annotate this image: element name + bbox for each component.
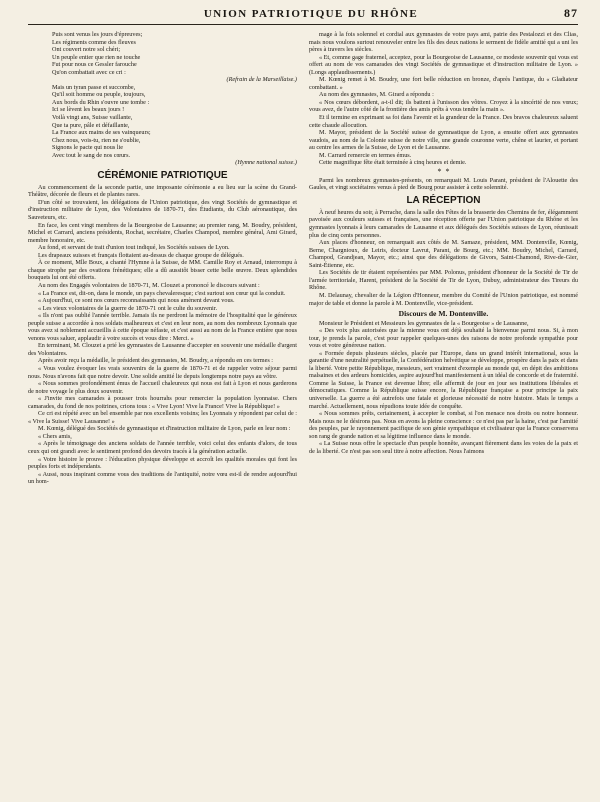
body-paragraph: Au nom des gymnastes, M. Girard a répondu :	[319, 91, 434, 99]
body-paragraph: Et il termine en exprimant sa foi dans l'avenir et la grandeur de la France. Des bravos chaleureux saluent cette chaude allocution.	[309, 114, 578, 129]
body-paragraph: « Aussi, nous inspirant comme vous des traditions de l'antiquité, notre vœu est-il de rendre aujourd'hui un hom-	[28, 470, 297, 486]
body-paragraph: Aux places d'honneur, on remarquait aux côtés de M. Samaze, président, MM. Dontenville, Kœnig, Berne, Chargnioux, de Leiris, docteur Lavrut, Parant, de Bourg, etc.; MM. Boudry, Michel, Carrard, Champod, Grandjean, Mayor, etc.; ainsi que des délégations de Givors, Saint-Chamond, Rive-de-Gier, Saint-Étienne, etc.	[309, 239, 578, 269]
poem-verse: Ont couvert notre sol chéri;	[52, 46, 121, 54]
running-header	[28, 6, 578, 25]
body-paragraph: Ce cri est répété avec un bel ensemble par nos excellents voisins; les Lyonnais y répondent par celui de : « Vive la Suisse! Vive Lausanne! »	[28, 410, 297, 425]
poem-stanza	[28, 31, 297, 76]
body-paragraph: Parmi les nombreux gymnastes-présents, on remarquait M. Louis Parant, président de l'Alouette des Gaules, et vingt sociétaires venus à pied de Bourg pour assister à cette solennité.	[309, 176, 578, 192]
body-paragraph: À ce moment, Mlle Boux, a chanté l'Hymne à la Suisse, de MM. Camille Roy et Arnaud, interrompu à chaque strophe par des ovations frénétiques; elle a dû aussitôt bisser cette belle œuvre. Deux splendides bouquets lui ont été offerts.	[28, 259, 297, 282]
body-paragraph: Les Sociétés de tir étaient représentées par MM. Polonus, président d'honneur de la Société de Tir de l'armée territoriale, Harent, président de la Société de Tir de Lyon, Dubuy, administrateur des Tireurs du Rhône.	[309, 269, 578, 292]
body-paragraph: « Votre histoire le prouve : l'éducation physique développe et accroît les qualités morales qui font les peuples forts et indépendants.	[28, 455, 297, 471]
body-paragraph: Cette magnifique fête était terminée à cinq heures et demie.	[319, 159, 467, 167]
poem-verse: Signons le pacte qui nous lie	[52, 144, 123, 152]
body-paragraph: « Nous sommes profondément émus de l'accueil chaleureux qui nous est fait à Lyon et nous garderons de notre voyage le plus doux souvenir.	[28, 380, 297, 395]
poem-verse: Les régiments comme des fleuves	[52, 38, 136, 46]
body-paragraph: Au nom des Engagés volontaires de 1870-71, M. Clouzet a prononcé le discours suivant :	[38, 281, 260, 289]
poem-attribution: (Hymne national suisse.)	[235, 159, 297, 167]
body-paragraph: M. Mayor, président de la Société suisse de gymnastique de Lyon, a ensuite offert aux gymnastes vaudois, au nom de la Colonie suisse de notre ville, une grande couronne verte, chêne et laurier, et portant au centre les armes de la Suisse, de Lyon et de Lausanne.	[309, 129, 578, 152]
body-paragraph: M. Kœnig, délégué des Sociétés de gymnastique et d'instruction militaire de Lyon, parle en leur nom :	[38, 425, 291, 433]
body-paragraph: « Des voix plus autorisées que la mienne vous ont déjà souhaité la bienvenue parmi nous. Si, à mon tour, je prends la parole, c'est pour rappeler quelques-unes des raisons de notre profonde sympathie pour vous et votre généreuse nation.	[309, 327, 578, 350]
body-paragraph: « Aujourd'hui, ce sont nos cœurs reconnaissants qui nous amènent devant vous.	[38, 297, 235, 305]
body-paragraph: « Nous sommes prêts, certainement, à accepter le combat, si l'on menace nos droits ou notre honneur. Mais nous ne le désirons pas. Nous en avons la pleine conscience : ce n'est pas par la haine, c'est par l'amitié des peuples, par le rayonnement pacifique de son génie sympathique et civilisateur que la France conservera son rang de grande nation et sa légitime influence dans le monde.	[309, 410, 578, 440]
body-paragraph: « Chers amis,	[38, 432, 72, 440]
poem-verse: Ici se lèvent les beaux jours !	[52, 106, 125, 114]
body-paragraph: « La Suisse nous offre le spectacle d'un peuple honnête, avançant fièrement dans les voies de la paix et de la liberté. Ce n'est pas son seul titre à notre affection. Nous l'aimons	[309, 440, 578, 455]
poem-verse: Voilà vingt ans, Suisse vaillante,	[52, 114, 133, 122]
body-paragraph: « Nos cœurs débordent, a-t-il dit; ils battent à l'unisson des vôtres. Croyez à la sincérité de nos vœux; vous avez, de l'autre côté de la frontière des amis prêts à vous tendre la main ».	[309, 98, 578, 114]
body-paragraph: Les drapeaux suisses et français flottaient au-dessus de chaque groupe de délégués.	[38, 251, 244, 259]
body-paragraph: « Les vieux volontaires de la guerre de 1870-71 ont le culte du souvenir.	[38, 304, 218, 312]
section-heading: CÉRÉMONIE PATRIOTIQUE	[97, 169, 228, 181]
body-paragraph: Après avoir reçu la médaille, le président des gymnastes, M. Boudry, a répondu en ces termes :	[38, 357, 273, 365]
page-number: 87	[564, 6, 578, 20]
body-paragraph: À neuf heures du soir, à Perrache, dans la salle des Fêtes de la brasserie des Chemins de fer, élégamment pavoisée aux couleurs suisses et françaises, une réception offerte par l'Union patriotique du Rhône et les gymnastes lyonnais à leurs camarades de Lausanne et aux délégués des Sociétés suisses de Lyon, réunissait plus de cinq cents personnes.	[309, 208, 578, 239]
section-heading: LA RÉCEPTION	[406, 194, 481, 206]
body-paragraph: Monsieur le Président et Messieurs les gymnastes de la « Bourgeoise » de Lausanne,	[319, 319, 529, 327]
poem-verse: Mais un tyran passe et succombe,	[52, 83, 136, 91]
body-paragraph: « Vous voulez évoquer les vrais souvenirs de la guerre de 1870-71 et de rappeler votre séjour parmi nous. Nous n'avons fait que notre devoir. Une solide amitié lie depuis longtemps notre pays au vôtre.	[28, 364, 297, 380]
poem-verse: Chez nous, vois-tu, rien ne s'oublie,	[52, 136, 141, 144]
speech-heading: Discours de M. Dontenville.	[398, 309, 489, 319]
body-paragraph: Au commencement de la seconde partie, une imposante cérémonie a eu lieu sur la scène du Grand-Théâtre, décorée de fleurs et de plantes rares.	[28, 183, 297, 199]
poem-verse: Fut pour nous ce Gessler farouche	[52, 61, 137, 69]
body-paragraph: M. Carrard remercie en termes émus.	[319, 151, 412, 159]
body-paragraph: « La France est, dit-on, dans le monde, un pays chevaleresque; c'est surtout son cœur qui la conduit.	[38, 289, 286, 297]
poem-verse: Aux bords du Rhin s'ouvre une tombe :	[52, 98, 150, 106]
body-paragraph: D'un côté se trouvaient, les délégations de l'Union patriotique, des vingt Sociétés de gymnastique et d'instruction militaire de Lyon, des Volontaires de 1870-71, des Étudiants, du Club aéronautique, des Sauveteurs, etc.	[28, 198, 297, 222]
body-paragraph: « Formée depuis plusieurs siècles, placée par l'Europe, dans un grand intérêt international, sous la garantie d'une neutralité perpétuelle, la Confédération helvétique se développe, prospère dans la paix et dans la liberté. Votre petite République, messieurs, sert vraiment d'exemple au monde qui, en dépit des ambitions malsaines et des ardeurs homicides, aspire aujourd'hui manifestement à un idéal de concorde et de fraternité. Comme la Suisse, la France est devenue libre; elle affermit de jour en jour ses institutions libérales et démocratiques. Comme la République suisse encore, la République française a pour principe la paix universelle. La guerre a été autrefois une fatale et glorieuse nécessité de notre histoire. Mais le temps a marché. Actuellement, nous répudions toute idée de conquête.	[309, 349, 578, 410]
body-paragraph: M. Kœnig remet à M. Boudry, une fort belle réduction en bronze, d'après l'antique, du « Gladiateur combattant. »	[309, 76, 578, 91]
body-paragraph: M. Delaunay, chevalier de la Légion d'Honneur, membre du Comité de l'Union patriotique, est nommé major de table et donne la parole à M. Dontenville, vice-président.	[309, 291, 578, 307]
body-paragraph: « J'invite mes camarades à pousser trois hourrahs pour remercier la population lyonnaise. Chers camarades, du fond de nos poitrines, crions tous : « Vive Lyon! Vive la France! Vive la République! »	[28, 395, 297, 410]
left-column	[28, 31, 297, 791]
body-paragraph: « Après le témoignage des anciens soldats de l'année terrible, voici celui des enfants d'alors, de tous ceux qui ont grandi avec le sentiment profond des devoirs tracés à la génération actuelle.	[28, 440, 297, 455]
right-column	[309, 31, 578, 791]
body-paragraph: Au fond, et servant de trait d'union tout indiqué, les Sociétés suisses de Lyon.	[38, 244, 230, 252]
poem-verse: La France aux mains de ses vainqueurs;	[52, 129, 151, 137]
poem-verse: Que ta pure, pâle et défaillante,	[52, 121, 130, 129]
poem-verse: Qu'on combattait avec ce cri :	[52, 68, 126, 76]
body-paragraph: En terminant, M. Clouzet a prié les gymnastes de Lausanne d'accepter en souvenir une médaille d'argent des Volontaires.	[28, 342, 297, 357]
two-column-body	[28, 31, 578, 791]
body-paragraph: mage à la fois solennel et cordial aux gymnastes de votre pays ami, patrie des Pestalozzi et des Clias, mais nous voulons surtout renouveler entre les fils des deux nations le serment de fidèle amitié qui a uni les pères à travers les siècles.	[309, 31, 578, 54]
journal-title: UNION PATRIOTIQUE DU RHÔNE	[203, 8, 419, 20]
body-paragraph: « Ils n'ont pas oublié l'année terrible. Jamais ils ne perdront la mémoire de l'hospitalité que le généreux peuple suisse a accordée à nos soldats malheureux et c'est en leur nom, au nom des nombreux Lyonnais que vous avez si noblement accueillis à cette époque néfaste, et c'est aussi au nom de la France entière que nous venons vous saluer, applaudir à votre succès et vous dire : Merci. »	[28, 312, 297, 342]
poem-verse: Avec tout le sang de nos cœurs.	[52, 151, 131, 159]
poem-verse: Un peuple entier que rien ne touche	[52, 53, 141, 61]
poem-attribution: (Refrain de la Marseillaise.)	[226, 76, 297, 84]
poem-verse: Puis sont venus les jours d'épreuves;	[52, 31, 143, 38]
poem-stanza	[28, 84, 297, 159]
poem-verse: Qu'il soit homme ou peuple, toujours,	[52, 91, 146, 99]
asterism-divider: * *	[437, 166, 450, 176]
body-paragraph: « Et, comme gage fraternel, acceptez, pour la Bourgeoise de Lausanne, ce modeste souvenir qui vous est offert au nom de vos camarades des vingt Sociétés de gymnastique et d'instruction militaire de Lyon. » (Longs applaudissements.)	[309, 53, 578, 76]
body-paragraph: En face, les cent vingt membres de la Bourgeoise de Lausanne; au premier rang, M. Boudry, président, Michel et Carrard, anciens présidents, Rochat, secrétaire, Charles Champod, membre général, Ami Girard, membre honoraire, etc.	[28, 221, 297, 244]
